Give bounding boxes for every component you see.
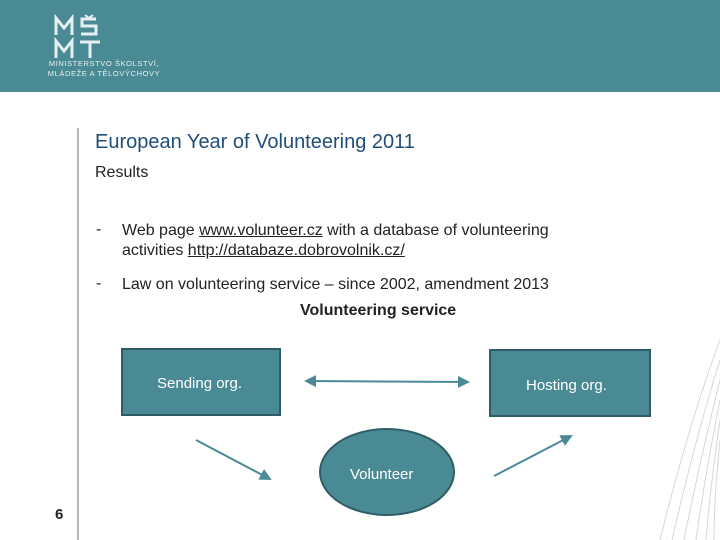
bullet-1-line-2-before: activities (122, 242, 188, 259)
hosting-org-label: Hosting org. (526, 377, 607, 394)
databaze-link[interactable]: http://databaze.dobrovolnik.cz/ (187, 242, 405, 259)
bullet-2-text: Law on volunteering service – since 2002, amendment 2013 (122, 276, 549, 293)
volunteer-hosting-arrow (494, 436, 571, 476)
slide-subtitle: Results (95, 164, 149, 181)
page-curl-decoration (620, 300, 720, 540)
volunteer-circle (319, 428, 455, 516)
sending-org-box (121, 348, 281, 416)
volunteer-cz-link[interactable]: www.volunteer.cz (199, 222, 323, 239)
sending-volunteer-arrow (196, 440, 270, 479)
bullet-1-text-after: with a database of volunteering (322, 222, 549, 239)
ministry-name-line1: MINISTERSTVO ŠKOLSTVÍ, (48, 59, 160, 68)
sending-org-label: Sending org. (157, 375, 243, 392)
ministry-name-line2: MLÁDEŽE A TĚLOVÝCHOVY (47, 68, 161, 78)
sending-hosting-arrow (306, 381, 468, 382)
diagram-heading: Volunteering service (300, 302, 457, 319)
bullet-1-text-before: Web page (122, 222, 200, 239)
volunteer-label: Volunteer (350, 466, 414, 483)
bullet-marker-2: - (96, 275, 102, 292)
page-number: 6 (55, 506, 64, 523)
bullet-marker-1: - (96, 221, 102, 238)
slide-title: European Year of Volunteering 2011 (95, 131, 415, 153)
